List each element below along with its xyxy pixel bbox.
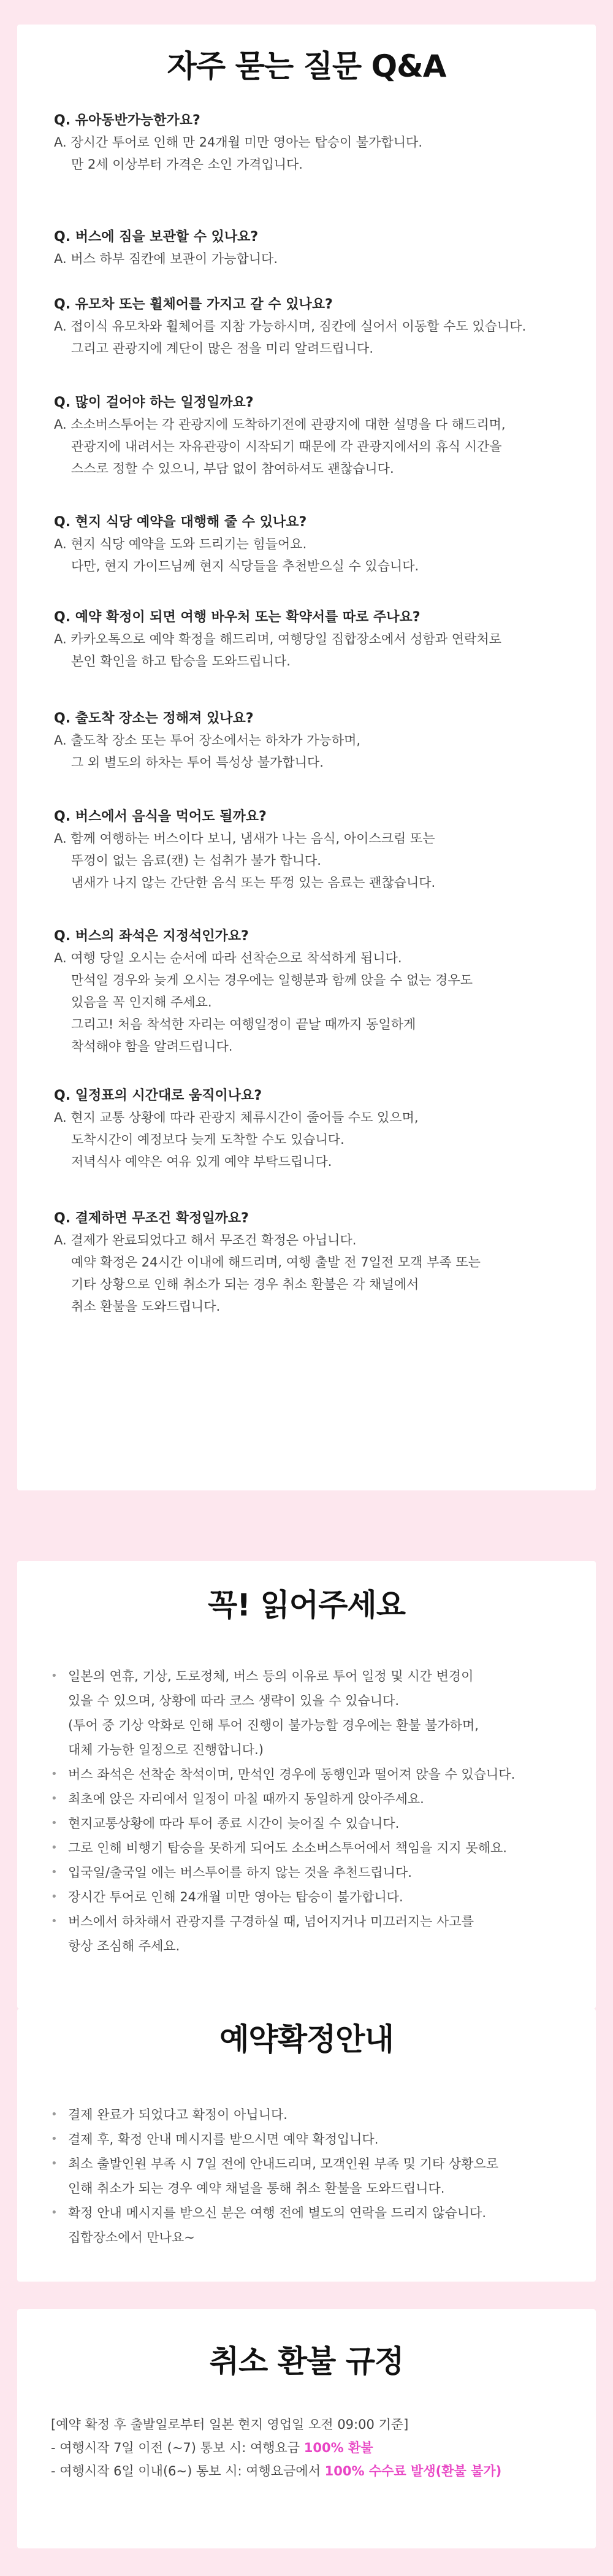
faq-item xyxy=(54,1208,581,1317)
refund-row xyxy=(51,2437,373,2459)
faq-item xyxy=(54,110,581,175)
bullet-text: 버스 좌석은 선착순 착석이며, 만석인 경우에 동행인과 떨어져 앉을 수 있습니다. xyxy=(68,1767,516,1782)
reservation-title: 예약확정안내 xyxy=(219,2022,394,2057)
bullet-text: 확정 안내 메시지를 받으신 분은 여행 전에 별도의 연락을 드리지 않습니다. xyxy=(68,2206,487,2220)
faq-answer xyxy=(54,413,581,480)
bullet-text: 그로 인해 비행기 탑승을 못하게 되어도 소소버스투어에서 책임을 지지 못해요. xyxy=(68,1841,507,1855)
bullet-dot-icon: • xyxy=(51,2206,58,2219)
faq-item xyxy=(54,926,581,1057)
faq-answer-line: 그리고! 처음 착석한 자리는 여행일정이 끝날 때까지 동일하게 xyxy=(71,1017,416,1032)
bullet-dot-icon: • xyxy=(51,2157,58,2170)
bullet-dot-icon: • xyxy=(51,2108,58,2121)
faq-answer-line: 있음을 꼭 인지해 주세요. xyxy=(71,995,212,1010)
refund-row-text: - 여행시작 7일 이전 (~7) 통보 시: 여행요금 xyxy=(51,2440,300,2455)
bullet-text: (투어 중 기상 악화로 인해 투어 진행이 불가능할 경우에는 환불 불가하며, xyxy=(68,1718,479,1733)
faq-answer-line: A. 버스 하부 짐칸에 보관이 가능합니다. xyxy=(54,251,278,266)
faq-answer-line: 스스로 정할 수 있으니, 부담 없이 참여하셔도 괜찮습니다. xyxy=(71,461,394,476)
bullet-dot-icon: • xyxy=(51,1866,58,1879)
faq-question: Q. 결제하면 무조건 확정일까요? xyxy=(54,1211,249,1226)
faq-answer xyxy=(54,315,581,359)
faq-item xyxy=(54,807,581,894)
bullet-text: 대체 가능한 일정으로 진행합니다.) xyxy=(68,1742,264,1757)
bullet-dot-icon: • xyxy=(51,1792,58,1805)
faq-answer-line: A. 카카오톡으로 예약 확정을 해드리며, 여행당일 집합장소에서 성함과 연락처로 xyxy=(54,632,501,646)
faq-answer-line: 예약 확정은 24시간 이내에 해드리며, 여행 출발 전 7일전 모객 부족 또는 xyxy=(71,1255,481,1270)
refund-row-highlight: 100% 수수료 발생(환불 불가) xyxy=(324,2464,502,2478)
faq-question: Q. 일정표의 시간대로 움직이나요? xyxy=(54,1088,262,1103)
faq-item xyxy=(54,512,581,577)
faq-answer-line: 관광지에 내려서는 자유관광이 시작되기 때문에 각 관광지에서의 휴식 시간을 xyxy=(71,439,502,454)
faq-item xyxy=(54,607,581,672)
refund-row-text: - 여행시작 6일 이내(6~) 통보 시: 여행요금에서 xyxy=(51,2464,321,2478)
bullet-text: 있을 수 있으며, 상황에 따라 코스 생략이 있을 수 있습니다. xyxy=(68,1693,400,1708)
faq-answer-line: 만석일 경우와 늦게 오시는 경우에는 일행분과 함께 앉을 수 없는 경우도 xyxy=(71,973,473,987)
refund-basis: [예약 확정 후 출발일로부터 일본 현지 영업일 오전 09:00 기준] xyxy=(51,2417,409,2432)
bullet-dot-icon: • xyxy=(51,1915,58,1928)
faq-answer-line: A. 여행 당일 오시는 순서에 따라 선착순으로 착석하게 됩니다. xyxy=(54,951,402,965)
faq-question: Q. 예약 확정이 되면 여행 바우처 또는 확약서를 따로 주나요? xyxy=(54,610,421,625)
refund-row-highlight: 100% 환불 xyxy=(303,2440,373,2455)
faq-title: 자주 묻는 질문 Q&A xyxy=(167,48,446,84)
faq-answer xyxy=(54,947,581,1057)
refund-section xyxy=(17,2309,596,2548)
faq-item xyxy=(54,1086,581,1173)
faq-section xyxy=(17,25,596,1490)
faq-question: Q. 버스에서 음식을 먹어도 될까요? xyxy=(54,809,267,824)
bullet-text: 결제 후, 확정 안내 메시지를 받으시면 예약 확정입니다. xyxy=(68,2132,379,2147)
faq-answer-line: 만 2세 이상부터 가격은 소인 가격입니다. xyxy=(71,157,303,172)
faq-answer-line: 냄새가 나지 않는 간단한 음식 또는 뚜껑 있는 음료는 괜찮습니다. xyxy=(71,875,436,890)
bullet-text: 최초에 앉은 자리에서 일정이 마칠 때까지 동일하게 앉아주세요. xyxy=(68,1792,424,1806)
faq-answer-line: A. 출도착 장소 또는 투어 장소에서는 하차가 가능하며, xyxy=(54,733,361,748)
reservation-section xyxy=(17,2009,596,2282)
notice-title: 꼭! 읽어주세요 xyxy=(207,1587,405,1623)
faq-answer-line: A. 접이식 유모차와 휠체어를 지참 가능하시며, 짐칸에 실어서 이동할 수도 있습니다. xyxy=(54,319,527,334)
faq-question: Q. 현지 식당 예약을 대행해 줄 수 있나요? xyxy=(54,515,307,530)
faq-answer-line: 도착시간이 예정보다 늦게 도착할 수도 있습니다. xyxy=(71,1132,345,1147)
faq-answer-line: 뚜껑이 없는 음료(캔) 는 섭취가 불가 합니다. xyxy=(71,853,321,868)
faq-answer-line: A. 결제가 완료되었다고 해서 무조건 확정은 아닙니다. xyxy=(54,1233,357,1248)
bullet-text: 집합장소에서 만나요~ xyxy=(68,2230,195,2245)
faq-answer-line: A. 함께 여행하는 버스이다 보니, 냄새가 나는 음식, 아이스크림 또는 xyxy=(54,831,435,846)
bullet-dot-icon: • xyxy=(51,1817,58,1830)
notice-section xyxy=(17,1561,596,2009)
bullet-text: 결제 완료가 되었다고 확정이 아닙니다. xyxy=(68,2107,287,2122)
refund-title: 취소 환불 규정 xyxy=(209,2344,404,2379)
faq-answer-line: A. 장시간 투어로 인해 만 24개월 미만 영아는 탑승이 불가합니다. xyxy=(54,135,423,150)
faq-answer xyxy=(54,1106,581,1173)
refund-row xyxy=(51,2460,501,2482)
faq-answer-line: A. 현지 식당 예약을 도와 드리기는 힘들어요. xyxy=(54,537,307,551)
bullet-dot-icon: • xyxy=(51,1768,58,1781)
bullet-text: 입국일/출국일 에는 버스투어를 하지 않는 것을 추천드립니다. xyxy=(68,1865,412,1880)
faq-answer-line: 그리고 관광지에 계단이 많은 점을 미리 알려드립니다. xyxy=(71,341,374,356)
faq-question: Q. 유아동반가능한가요? xyxy=(54,113,200,128)
bullet-dot-icon: • xyxy=(51,1841,58,1854)
faq-answer xyxy=(54,1229,581,1317)
faq-item xyxy=(54,227,581,270)
faq-question: Q. 버스에 짐을 보관할 수 있나요? xyxy=(54,229,259,245)
bullet-text: 인해 취소가 되는 경우 예약 채널을 통해 취소 환불을 도와드립니다. xyxy=(68,2181,445,2196)
faq-question: Q. 많이 걸어야 하는 일정일까요? xyxy=(54,395,254,410)
faq-item xyxy=(54,393,581,480)
bullet-dot-icon: • xyxy=(51,1890,58,1903)
faq-answer-line: A. 소소버스투어는 각 관광지에 도착하기전에 관광지에 대한 설명을 다 해드리며, xyxy=(54,417,506,432)
faq-answer-line: 취소 환불을 도와드립니다. xyxy=(71,1299,221,1314)
bullet-text: 버스에서 하차해서 관광지를 구경하실 때, 넘어지거나 미끄러지는 사고를 xyxy=(68,1914,474,1929)
faq-answer-line: 그 외 별도의 하차는 투어 특성상 불가합니다. xyxy=(71,755,324,770)
faq-item xyxy=(54,294,581,359)
faq-answer xyxy=(54,248,581,270)
faq-answer xyxy=(54,827,581,894)
bullet-text: 최소 출발인원 부족 시 7일 전에 안내드리며, 모객인원 부족 및 기타 상황으로 xyxy=(68,2156,499,2171)
faq-answer-line: 다만, 현지 가이드님께 현지 식당들을 추천받으실 수 있습니다. xyxy=(71,559,419,573)
faq-answer-line: A. 현지 교통 상황에 따라 관광지 체류시간이 줄어들 수도 있으며, xyxy=(54,1110,419,1125)
faq-item xyxy=(54,708,581,773)
faq-answer xyxy=(54,131,581,175)
bullet-dot-icon: • xyxy=(51,2133,58,2145)
faq-answer xyxy=(54,729,581,773)
faq-answer xyxy=(54,533,581,577)
faq-answer xyxy=(54,628,581,672)
faq-question: Q. 유모차 또는 휠체어를 가지고 갈 수 있나요? xyxy=(54,297,333,312)
bullet-text: 현지교통상황에 따라 투어 종료 시간이 늦어질 수 있습니다. xyxy=(68,1816,400,1831)
bullet-text: 항상 조심해 주세요. xyxy=(68,1939,180,1953)
faq-answer-line: 기타 상황으로 인해 취소가 되는 경우 취소 환불은 각 채널에서 xyxy=(71,1277,419,1292)
faq-answer-line: 저녁식사 예약은 여유 있게 예약 부탁드립니다. xyxy=(71,1154,332,1169)
faq-answer-line: 본인 확인을 하고 탑승을 도와드립니다. xyxy=(71,654,291,669)
faq-question: Q. 버스의 좌석은 지정석인가요? xyxy=(54,929,249,944)
faq-question: Q. 출도착 장소는 정해져 있나요? xyxy=(54,711,254,726)
bullet-text: 장시간 투어로 인해 24개월 미만 영아는 탑승이 불가합니다. xyxy=(68,1890,403,1904)
bullet-dot-icon: • xyxy=(51,1669,58,1682)
faq-answer-line: 착석해야 함을 알려드립니다. xyxy=(71,1039,233,1054)
bullet-text: 일본의 연휴, 기상, 도로정체, 버스 등의 이유로 투어 일정 및 시간 변경이 xyxy=(68,1669,474,1684)
